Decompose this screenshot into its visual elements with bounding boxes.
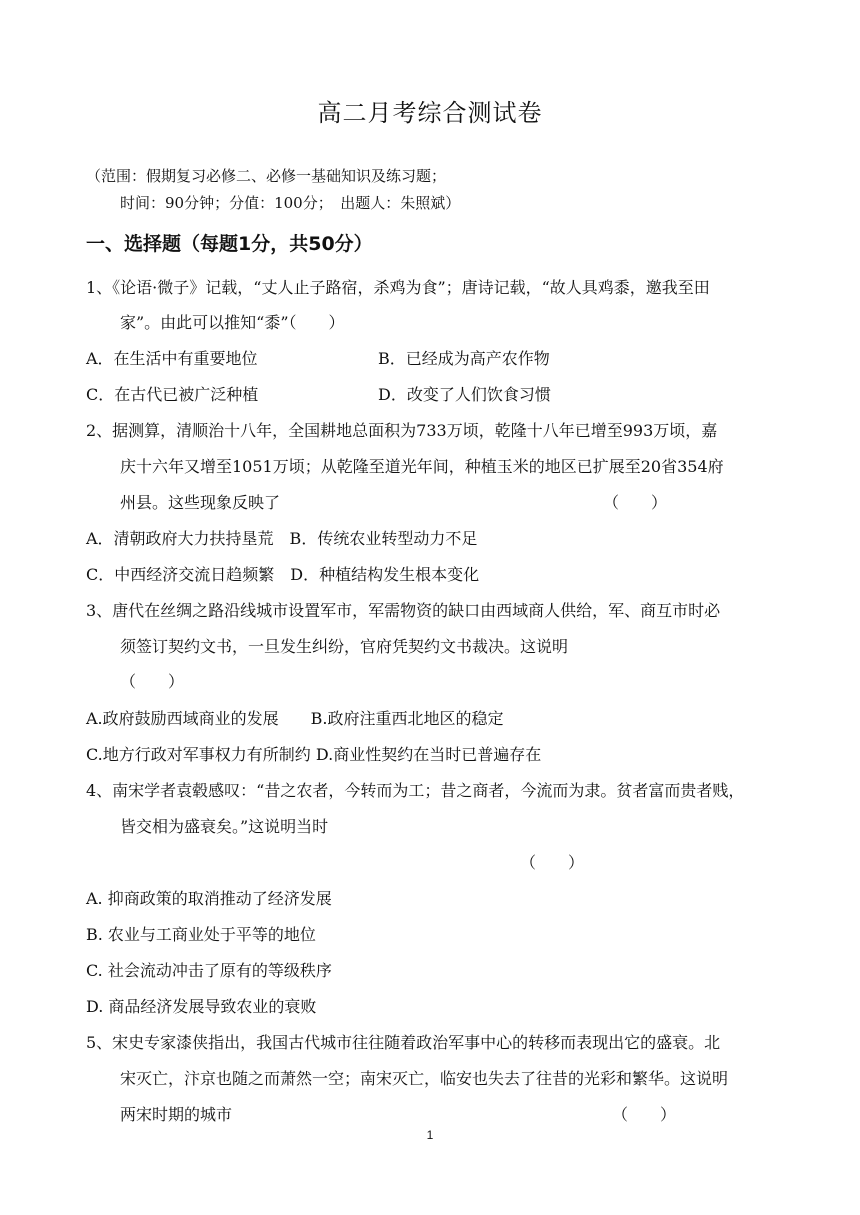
section-title: 一、选择题（每题1分，共50分） xyxy=(86,233,373,255)
q2-stem-line-1: 2、据测算，清顺治十八年，全国耕地总面积为733万顷，乾隆十八年已增至993万顷，嘉 xyxy=(86,421,718,440)
q4-stem-line-2: 皆交相为盛衰矣。”这说明当时 xyxy=(120,817,329,836)
q1-option-c: C．在古代已被广泛种植 xyxy=(86,385,259,404)
q3-options-line-1: A.政府鼓励西域商业的发展 B.政府注重西北地区的稳定 xyxy=(86,709,504,728)
q1-stem-line-2: 家”。由此可以推知“黍”（ ） xyxy=(120,313,345,332)
q1-option-a: A．在生活中有重要地位 xyxy=(86,349,258,368)
scope-line-1: （范围：假期复习必修二、必修一基础知识及练习题； xyxy=(86,167,447,185)
scope-line-2: 时间：90分钟；分值：100分； 出题人：朱照斌） xyxy=(120,194,461,212)
q1-option-d: D．改变了人们饮食习惯 xyxy=(378,385,551,404)
page-number: 1 xyxy=(426,1128,434,1142)
q4-option-d: D. 商品经济发展导致农业的衰败 xyxy=(86,997,317,1016)
q5-stem-line-2: 宋灭亡，汴京也随之而萧然一空；南宋灭亡，临安也失去了往昔的光彩和繁华。这说明 xyxy=(120,1069,729,1088)
q3-options-line-2: C.地方行政对军事权力有所制约 D.商业性契约在当时已普遍存在 xyxy=(86,745,542,764)
q2-options-line-1: A．清朝政府大力扶持垦荒 B．传统农业转型动力不足 xyxy=(86,529,478,548)
q5-stem-line-3: 两宋时期的城市 xyxy=(120,1105,233,1124)
q5-stem-line-1: 5、宋史专家漆侠指出，我国古代城市往往随着政治军事中心的转移而表现出它的盛衰。北 xyxy=(86,1033,721,1052)
q2-answer-bracket: （ ） xyxy=(603,493,668,512)
q5-answer-bracket: （ ） xyxy=(612,1105,677,1124)
page-title: 高二月考综合测试卷 xyxy=(317,99,543,127)
q2-stem-line-2: 庆十六年又增至1051万顷；从乾隆至道光年间，种植玉米的地区已扩展至20省354府 xyxy=(120,457,724,476)
q4-option-b: B. 农业与工商业处于平等的地位 xyxy=(86,925,316,944)
q1-option-b: B．已经成为高产农作物 xyxy=(378,349,550,368)
q3-stem-line-2: 须签订契约文书，一旦发生纠纷，官府凭契约文书裁决。这说明 xyxy=(120,637,569,656)
q4-answer-bracket: （ ） xyxy=(520,853,585,872)
q3-stem-line-1: 3、唐代在丝绸之路沿线城市设置军市，军需物资的缺口由西域商人供给，军、商互市时必 xyxy=(86,601,721,620)
q4-stem-line-1: 4、南宋学者袁毂感叹：“昔之农者，今转而为工；昔之商者，今流而为隶。贫者富而贵者贱， xyxy=(86,781,745,800)
q2-stem-line-3: 州县。这些现象反映了 xyxy=(120,493,281,512)
q3-answer-bracket: （ ） xyxy=(120,672,185,691)
q4-option-c: C. 社会流动冲击了原有的等级秩序 xyxy=(86,961,332,980)
q4-option-a: A. 抑商政策的取消推动了经济发展 xyxy=(86,889,332,908)
q1-stem-line-1: 1、《论语·微子》记载，“丈人止子路宿，杀鸡为食”；唐诗记载，“故人具鸡黍，邀我至田 xyxy=(86,278,710,297)
q2-options-line-2: C．中西经济交流日趋频繁 D．种植结构发生根本变化 xyxy=(86,565,480,584)
